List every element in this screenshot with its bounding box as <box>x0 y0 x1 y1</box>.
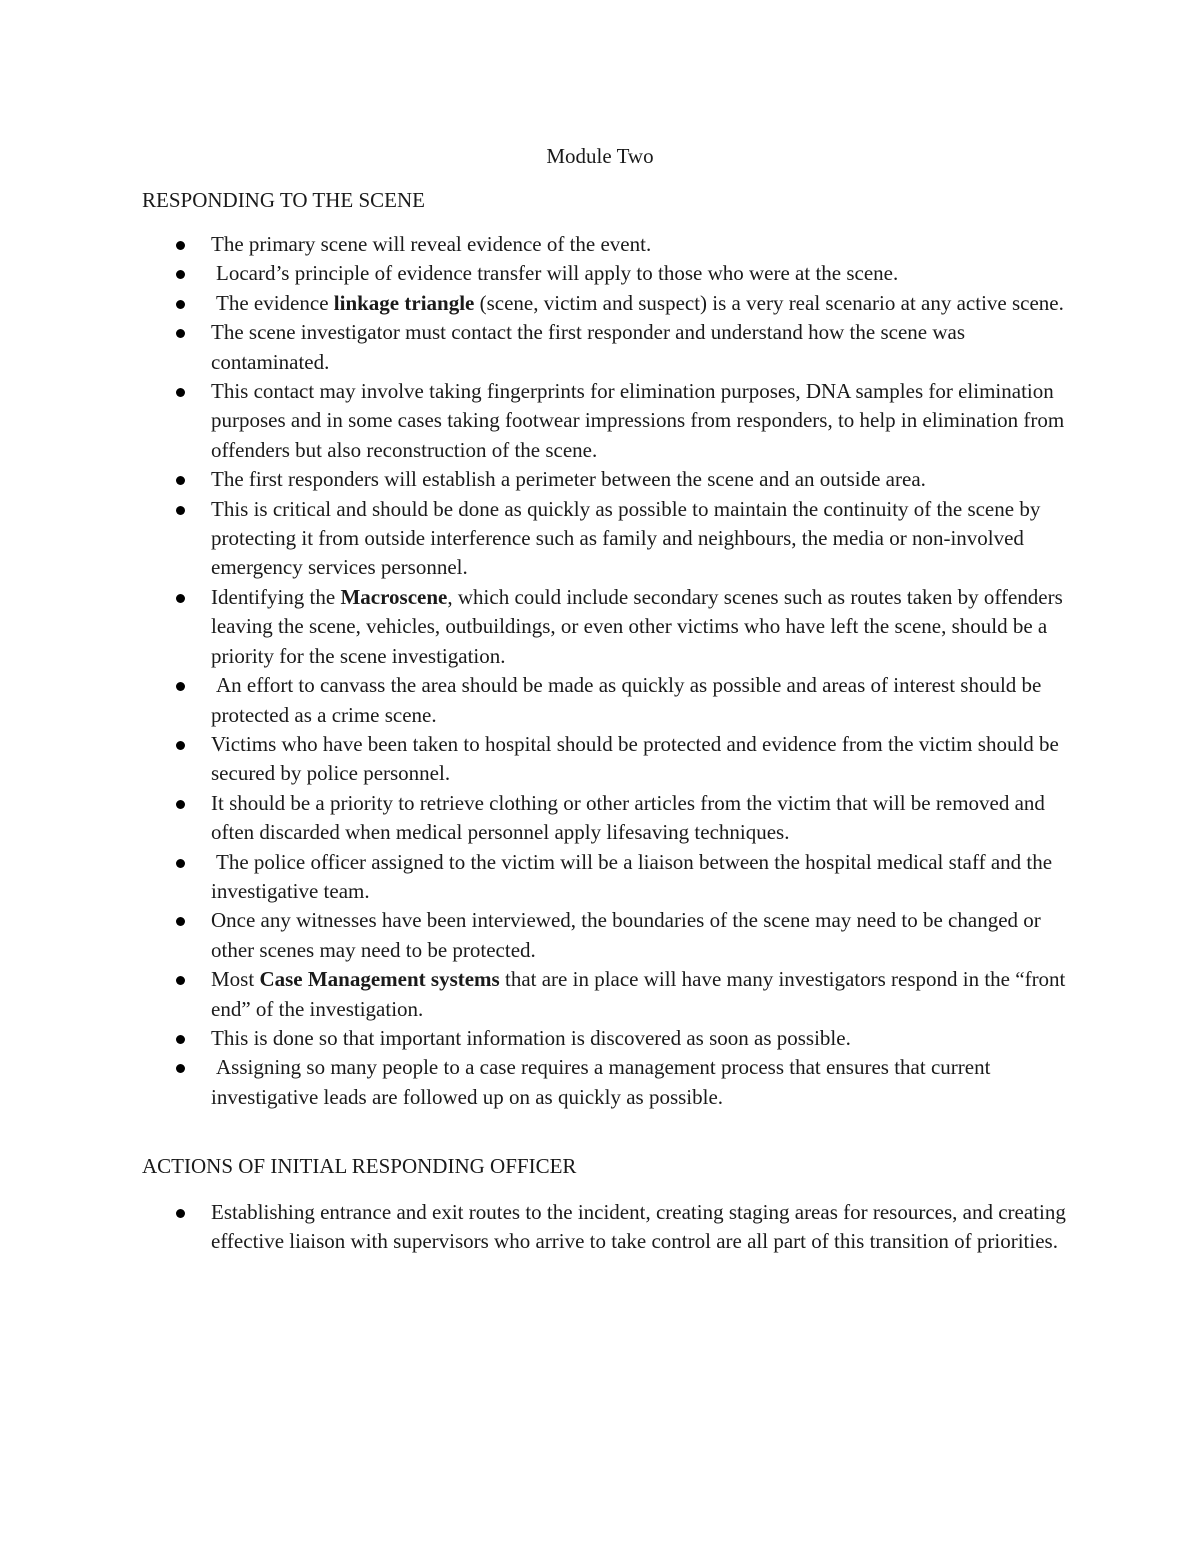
text-segment: Identifying the <box>211 584 341 609</box>
bullet-dot-icon <box>176 329 185 338</box>
bullet-dot-icon <box>176 976 185 985</box>
bullet-item <box>0 318 1071 377</box>
bullet-text <box>211 291 1064 315</box>
text-segment: , which could include secondary scenes such as routes taken by offenders leaving the scene, vehicles, outbuildings, or even other victims who have left the scene, should be a priority for the scene investigation. <box>211 584 1063 668</box>
bullet-item <box>0 1024 1071 1053</box>
text-segment: Once any witnesses have been interviewed, the boundaries of the scene may need to be changed or other scenes may need to be protected. <box>211 908 1041 962</box>
bullet-item <box>0 730 1071 789</box>
text-segment: Assigning so many people to a case requires a management process that ensures that current investigative leads are followed up on as quickly as possible. <box>211 1055 991 1109</box>
bullet-text <box>211 1055 990 1108</box>
bullet-text <box>211 791 1045 844</box>
section-heading-responding-to-the-scene: RESPONDING TO THE SCENE <box>142 188 425 212</box>
bullet-dot-icon <box>176 476 185 485</box>
bullet-dot-icon <box>176 917 185 926</box>
text-segment: that are in place will have many investigators respond in the “front end” of the investigation. <box>211 967 1066 1021</box>
bullet-text <box>211 320 965 373</box>
text-segment: (scene, victim and suspect) is a very real scenario at any active scene. <box>474 290 1064 315</box>
bullet-item <box>0 1198 1071 1257</box>
text-segment: Victims who have been taken to hospital should be protected and evidence from the victim should be secured by police personnel. <box>211 731 1059 786</box>
bullet-item <box>0 495 1071 583</box>
text-segment: This contact may involve taking fingerprints for elimination purposes, DNA samples for elimination purposes and in some cases taking footwear impressions from responders, to help in elimination from offenders but also reconstruction of the scene. <box>211 379 1065 462</box>
text-segment: Establishing entrance and exit routes to the incident, creating staging areas for resources, and creating effective liaison with supervisors who arrive to take control are all part of this transition of priorities. <box>211 1200 1066 1254</box>
bullet-item <box>0 230 1071 259</box>
bullet-dot-icon <box>176 682 185 691</box>
text-segment: The primary scene will reveal evidence of the event. <box>211 232 652 256</box>
bullet-item <box>0 789 1071 848</box>
text-segment: Locard’s principle of evidence transfer will apply to those who were at the scene. <box>216 261 899 286</box>
bullet-item <box>0 965 1071 1024</box>
bullet-list-responding <box>0 230 1200 1112</box>
text-segment: This is critical and should be done as quickly as possible to maintain the continuity of the scene by protecting it from outside interference such as family and neighbours, the media or non-involved emergency services personnel. <box>211 496 1041 580</box>
bullet-item <box>0 906 1071 965</box>
bullet-text <box>211 261 898 285</box>
document-title: Module Two <box>546 144 654 168</box>
bullet-dot-icon <box>176 1209 185 1218</box>
bullet-text <box>211 908 1041 961</box>
bullet-text <box>211 967 1065 1020</box>
bullet-dot-icon <box>176 300 185 309</box>
bullet-dot-icon <box>176 270 185 279</box>
bullet-item <box>0 848 1071 907</box>
bullet-dot-icon <box>176 388 185 397</box>
bullet-text <box>211 673 1041 726</box>
bullet-item <box>0 289 1071 318</box>
bullet-dot-icon <box>176 594 185 603</box>
bullet-item <box>0 583 1071 671</box>
bullet-item <box>0 1053 1071 1112</box>
bullet-text <box>211 379 1064 462</box>
bullet-dot-icon <box>176 506 185 515</box>
text-segment: Most <box>211 967 260 992</box>
bullet-text <box>211 467 926 491</box>
bullet-dot-icon <box>176 241 185 250</box>
bullet-text <box>211 585 1063 668</box>
bullet-dot-icon <box>176 1035 185 1044</box>
bullet-text <box>211 232 651 256</box>
bullet-text <box>211 850 1052 903</box>
text-segment: This is done so that important information is discovered as soon as possible. <box>211 1025 851 1050</box>
bullet-item <box>0 377 1071 465</box>
text-segment: The police officer assigned to the victim will be a liaison between the hospital medical staff and the investigative team. <box>211 849 1053 903</box>
bullet-dot-icon <box>176 1064 185 1073</box>
bold-term: Macroscene <box>340 584 448 609</box>
bullet-text <box>211 497 1040 580</box>
text-segment: The scene investigator must contact the first responder and understand how the scene was contaminated. <box>211 320 966 374</box>
bullet-item <box>0 465 1071 494</box>
text-segment: The evidence <box>216 290 334 315</box>
bullet-dot-icon <box>176 859 185 868</box>
bold-term: linkage triangle <box>333 290 475 315</box>
text-segment: An effort to canvass the area should be made as quickly as possible and areas of interest should be protected as a crime scene. <box>211 673 1042 727</box>
section-heading-actions-of-initial-responding-officer: ACTIONS OF INITIAL RESPONDING OFFICER <box>142 1154 577 1178</box>
bold-term: Case Management systems <box>259 967 500 992</box>
bullet-text <box>211 1200 1066 1253</box>
text-segment: It should be a priority to retrieve clothing or other articles from the victim that will be removed and often discarded when medical personnel apply lifesaving techniques. <box>211 790 1045 845</box>
bullet-dot-icon <box>176 741 185 750</box>
bullet-text <box>211 1026 851 1050</box>
bullet-item <box>0 671 1071 730</box>
bullet-dot-icon <box>176 800 185 809</box>
bullet-text <box>211 732 1059 785</box>
bullet-item <box>0 259 1071 288</box>
bullet-list-actions <box>0 1198 1200 1257</box>
text-segment: The first responders will establish a perimeter between the scene and an outside area. <box>211 467 926 492</box>
